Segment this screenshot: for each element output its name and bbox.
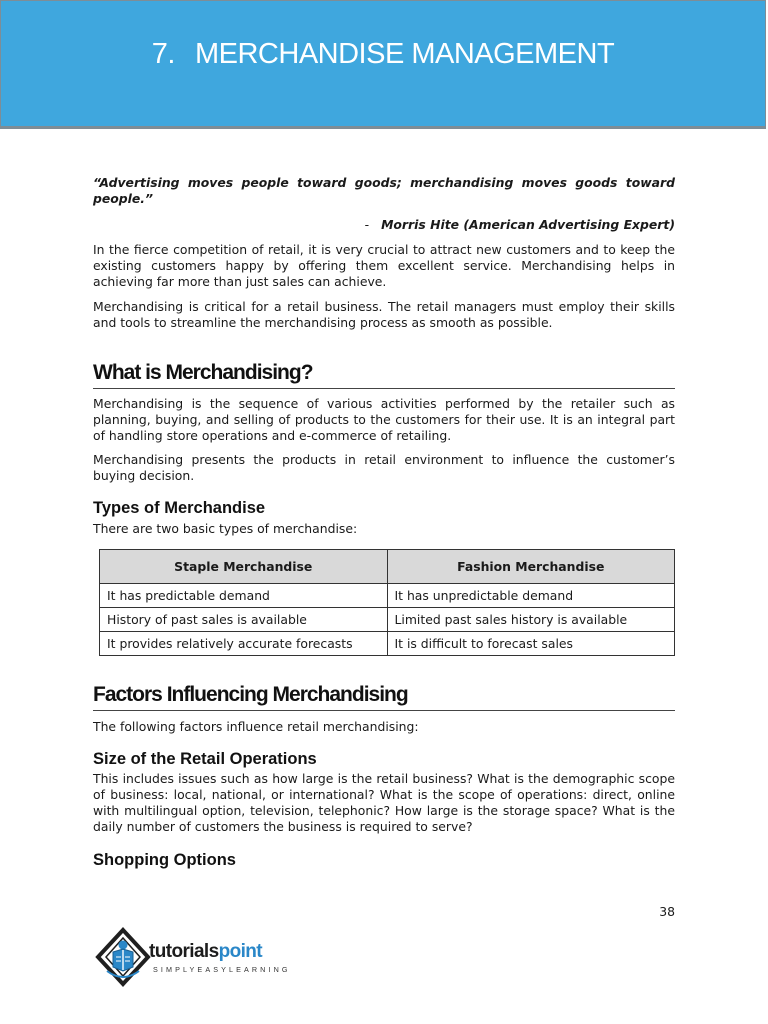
subheading-shopping-options: Shopping Options (93, 851, 236, 869)
tutorialspoint-logo (95, 925, 305, 995)
table-cell: It is difficult to forecast sales (387, 632, 675, 656)
logo-word-main: tutorials (149, 941, 219, 962)
table-cell: It has predictable demand (100, 584, 388, 608)
page-content (93, 175, 675, 870)
logo-wordmark (149, 941, 262, 963)
what-is-paragraph-1: Merchandising is the sequence of various activities performed by the retailer such as planning, buying, and selling of products to the customers for their use. It is an integral part of handling store operations and e-commerce of retailing. (93, 396, 675, 443)
subheading-size-of-retail-operations: Size of the Retail Operations (93, 750, 317, 768)
chapter-number: 7. (151, 38, 175, 70)
table-row (100, 584, 675, 608)
page-number: 38 (659, 904, 675, 919)
factors-intro: The following factors influence retail merchandising: (93, 719, 419, 734)
section-heading-factors: Factors Influencing Merchandising (93, 683, 675, 711)
table-cell: It has unpredictable demand (387, 584, 675, 608)
attribution-dash: - (364, 217, 370, 232)
quote-attribution (93, 217, 675, 233)
table-cell: Limited past sales history is available (387, 608, 675, 632)
table-row (100, 608, 675, 632)
table-header-fashion: Fashion Merchandise (387, 550, 675, 584)
logo-emblem-icon (95, 927, 151, 991)
merchandise-types-table (99, 549, 675, 656)
table-cell: History of past sales is available (100, 608, 388, 632)
intro-paragraph-2: Merchandising is critical for a retail business. The retail managers must employ their skills and tools to streamline the merchandising process as smooth as possible. (93, 299, 675, 330)
chapter-title (0, 38, 766, 71)
size-paragraph: This includes issues such as how large is the retail business? What is the demographic scope of business: local, national, or international? What is the scope of operations: direct, online with multilingual option, television, telephonic? How large is the storage space? What is the daily number of customers the business is required to serve? (93, 771, 675, 834)
subheading-types-of-merchandise: Types of Merchandise (93, 499, 266, 517)
table-header-row (100, 550, 675, 584)
opening-quote: “Advertising moves people toward goods; merchandising moves goods toward people.” (93, 175, 675, 206)
table-cell: It provides relatively accurate forecasts (100, 632, 388, 656)
table-row (100, 632, 675, 656)
types-intro: There are two basic types of merchandise: (93, 521, 358, 536)
attribution-name: Morris Hite (American Advertising Expert) (381, 217, 675, 232)
what-is-paragraph-2: Merchandising presents the products in retail environment to influence the customer’s buying decision. (93, 452, 675, 483)
logo-word-accent: point (218, 941, 262, 962)
logo-tagline: SIMPLYEASYLEARNING (153, 965, 291, 974)
intro-paragraph-1: In the fierce competition of retail, it is very crucial to attract new customers and to keep the existing customers happy by offering them excellent service. Merchandising helps in achieving far more than just sales can achieve. (93, 242, 675, 289)
table-header-staple: Staple Merchandise (100, 550, 388, 584)
section-heading-what-is-merchandising: What is Merchandising? (93, 361, 675, 389)
chapter-title-text: MERCHANDISE MANAGEMENT (194, 38, 615, 70)
